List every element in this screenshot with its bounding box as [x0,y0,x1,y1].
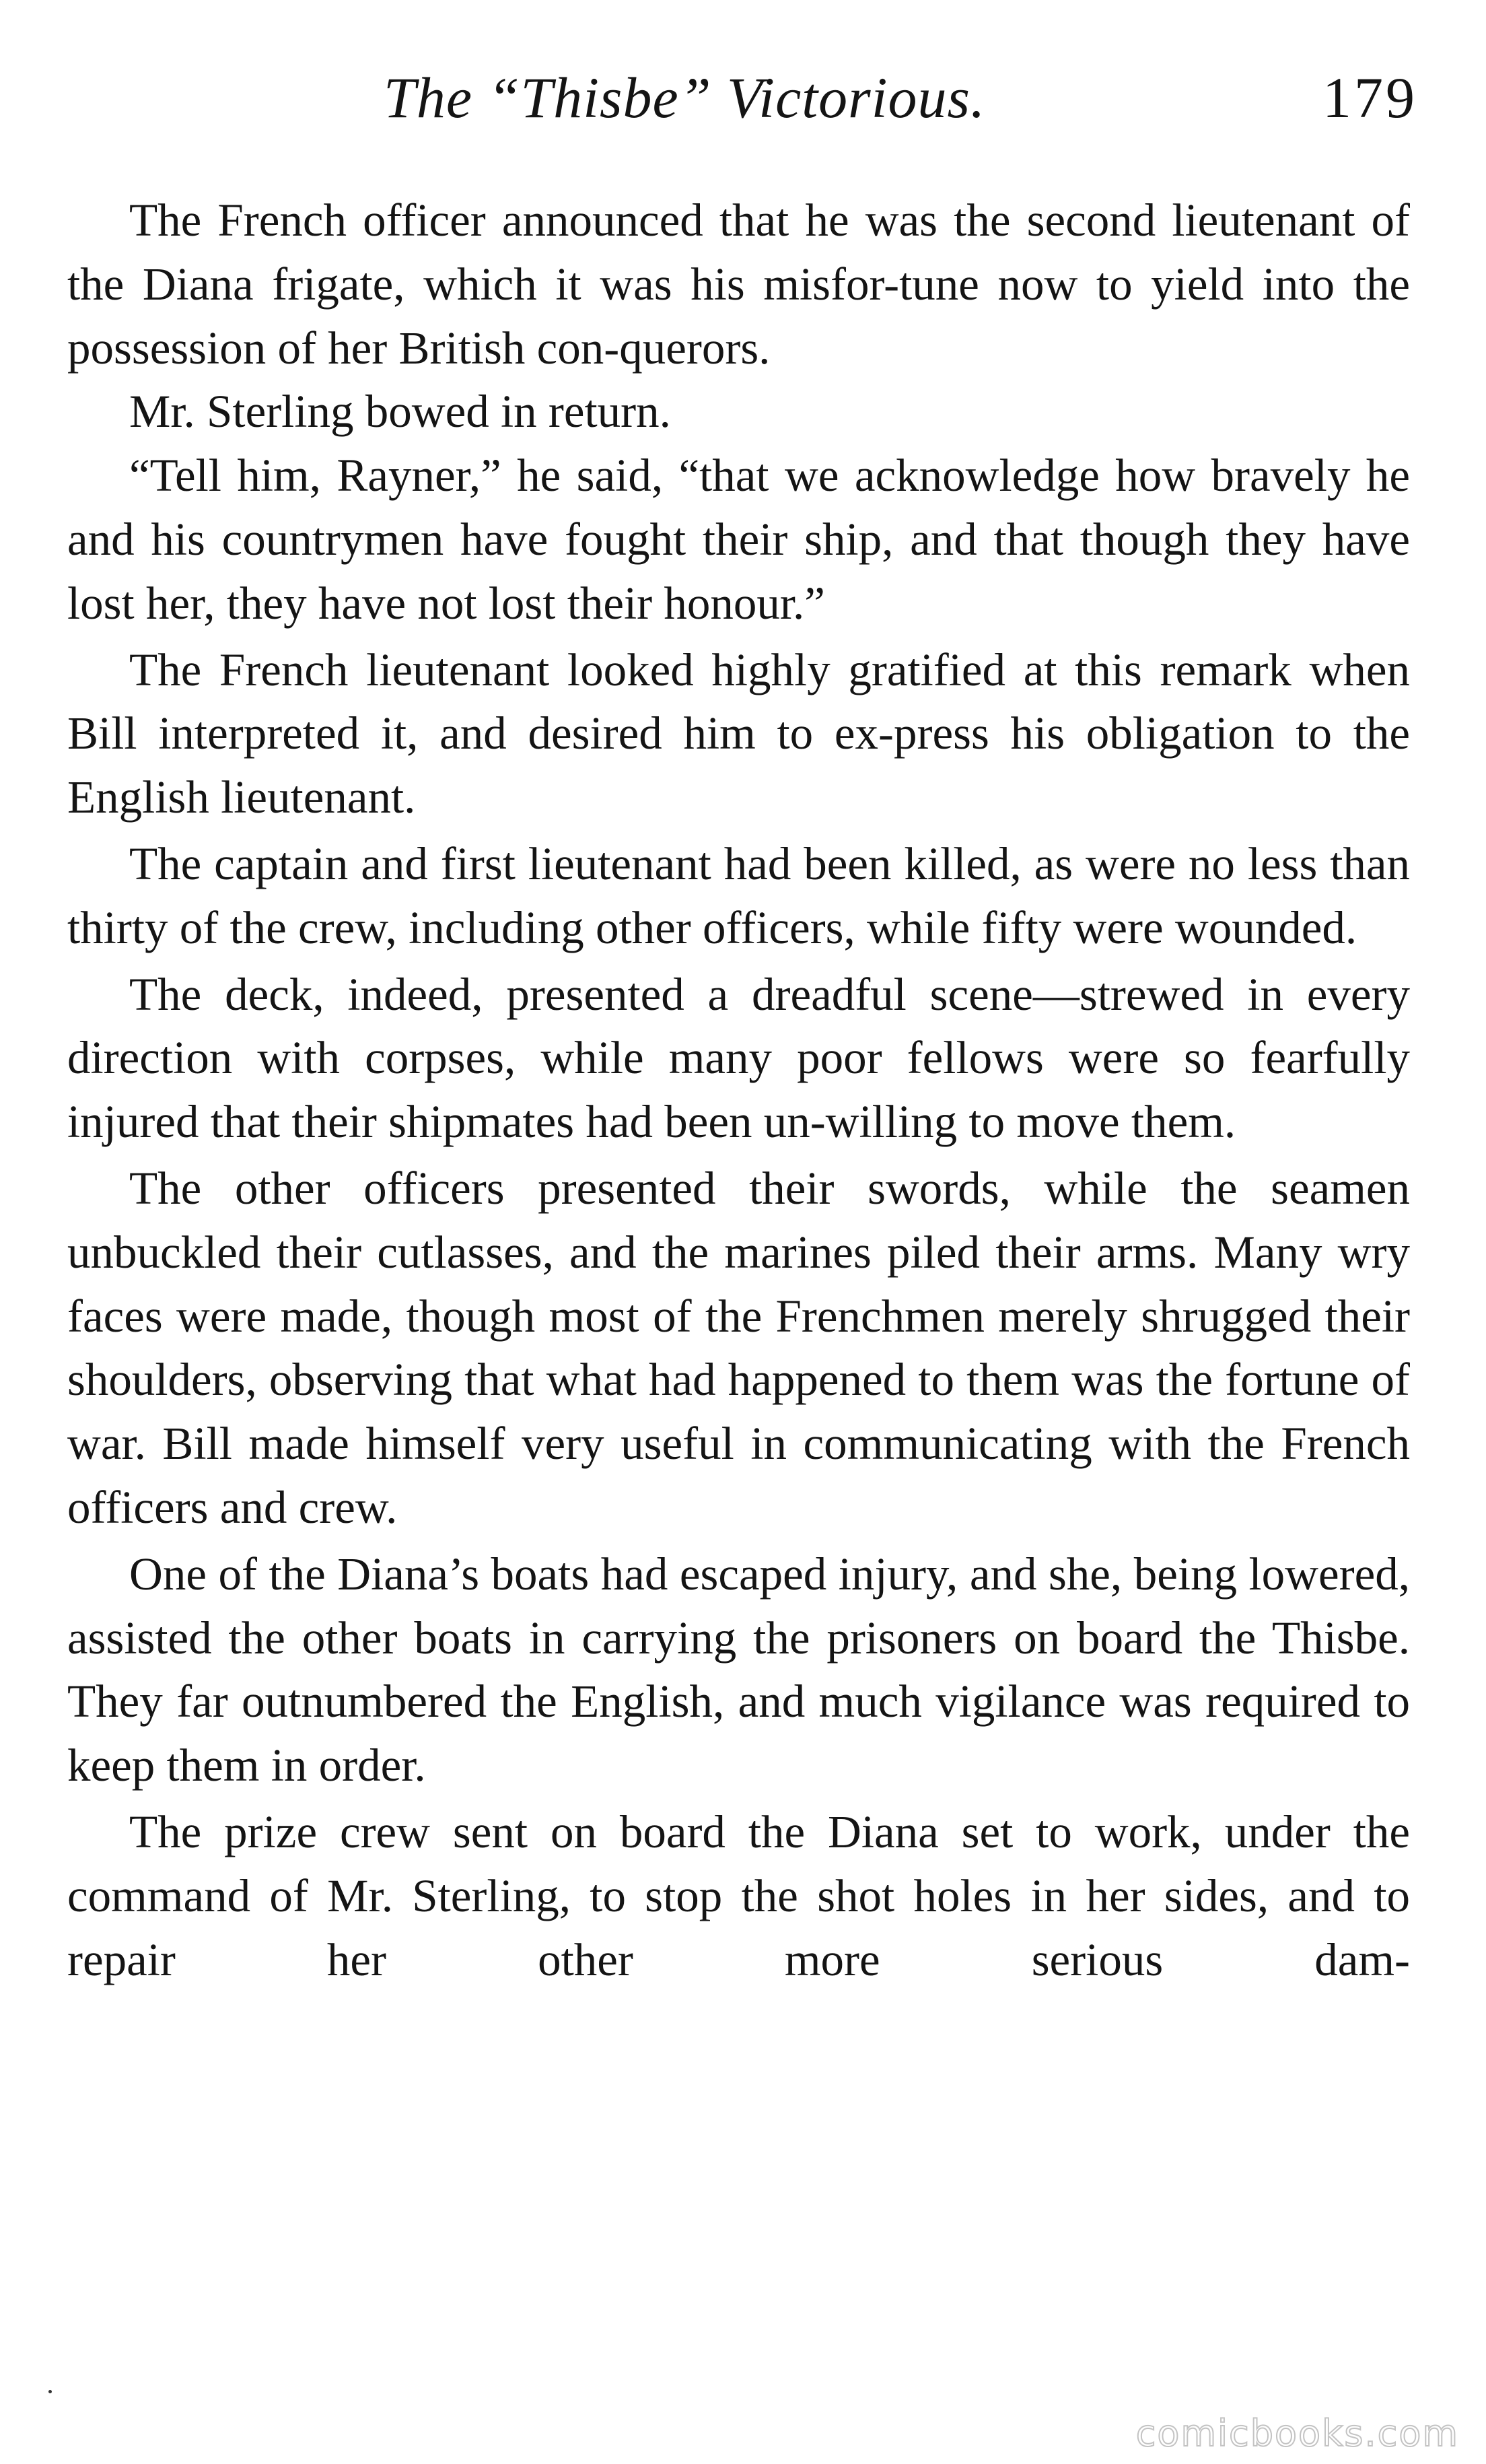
page-number: 179 [1322,65,1417,130]
body-text [67,189,1410,1991]
paragraph: The captain and first lieutenant had been killed, as were no less than thirty of the crew, including other officers, while fifty were wounded. [67,837,1410,953]
watermark: comicbooks.com [1135,2412,1459,2455]
paragraph: “Tell him, Rayner,” he said, “that we acknowledge how bravely he and his countrymen have fought their ship, and that though they have lost her, they have not lost their honour.” [67,450,1410,629]
paragraph: The French lieutenant looked highly gratified at this remark when Bill interpreted it, and desired him to ex-press his obligation to the English lieutenant. [67,644,1410,823]
page-header [384,61,1434,135]
paragraph: The other officers presented their swords, while the seamen unbuckled their cutlasses, and the marines piled their arms. Many wry faces were made, though most of the Frenchmen merely shrugged their shoulders, observing that what had happened to them was the fortune of war. Bill made himself very useful in communicating with the French officers and crew. [67,1162,1410,1533]
paragraph: The deck, indeed, presented a dreadful scene—strewed in every direction with corpses, while many poor fellows were so fearfully injured that their shipmates had been un-willing to move them. [67,968,1410,1148]
margin-speck [48,2390,52,2393]
running-title: The “Thisbe” Victorious. [384,65,986,130]
paragraph: The French officer announced that he was the second lieutenant of the Diana frigate, which it was his misfor-tune now to yield into the possession of her British con-querors. [67,195,1410,374]
paragraph: Mr. Sterling bowed in return. [129,386,671,438]
paragraph: The prize crew sent on board the Diana set to work, under the command of Mr. Sterling, to stop the shot holes in her sides, and to repair her other more serious dam- [67,1806,1410,1985]
paragraph: One of the Diana’s boats had escaped injury, and she, being lowered, assisted the other boats in carrying the prisoners on board the Thisbe. They far outnumbered the English, and much vigilance was required to keep them in order. [67,1548,1410,1791]
